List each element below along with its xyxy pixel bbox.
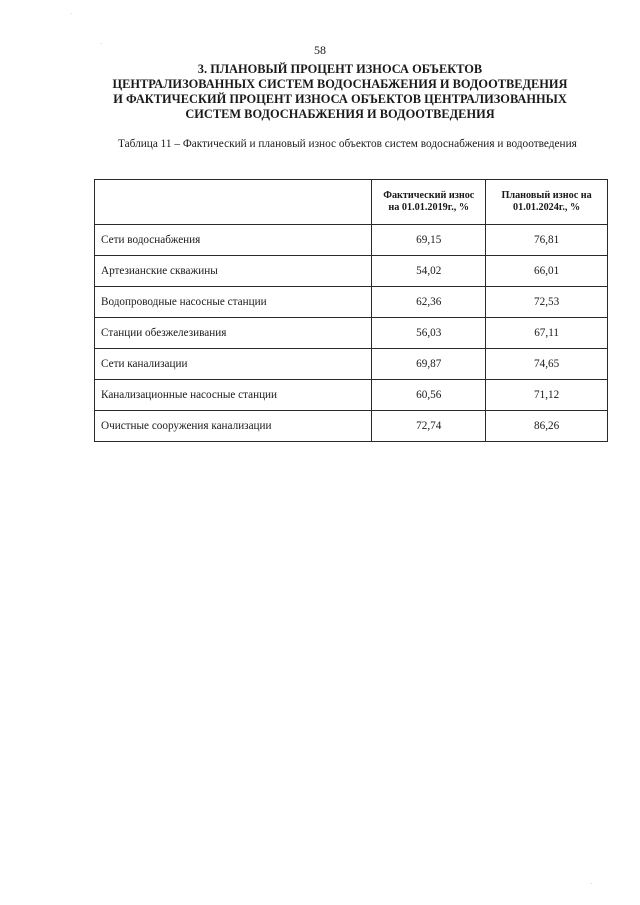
heading-line: 3. ПЛАНОВЫЙ ПРОЦЕНТ ИЗНОСА ОБЪЕКТОВ xyxy=(197,62,483,76)
row-planned-value: 74,65 xyxy=(486,349,608,380)
table-row xyxy=(95,287,608,318)
row-planned-value: 86,26 xyxy=(486,411,608,442)
table-row xyxy=(95,318,608,349)
table-row xyxy=(95,225,608,256)
row-planned-value: 72,53 xyxy=(486,287,608,318)
heading-line: СИСТЕМ ВОДОСНАБЖЕНИЯ И ВОДООТВЕДЕНИЯ xyxy=(185,107,495,121)
header-actual: Фактический износ на 01.01.2019г., % xyxy=(372,180,486,225)
row-object-name: Очистные сооружения канализации xyxy=(95,411,372,442)
row-object-name: Артезианские скважины xyxy=(95,256,372,287)
heading-line: ЦЕНТРАЛИЗОВАННЫХ СИСТЕМ ВОДОСНАБЖЕНИЯ И ВОДООТВЕДЕНИЯ xyxy=(112,77,568,91)
table-header-row xyxy=(95,180,608,225)
section-heading xyxy=(70,62,610,122)
row-actual-value: 54,02 xyxy=(372,256,486,287)
row-object-name: Канализационные насосные станции xyxy=(95,380,372,411)
row-planned-value: 76,81 xyxy=(486,225,608,256)
row-object-name: Станции обезжелезивания xyxy=(95,318,372,349)
wear-table xyxy=(94,179,608,442)
row-object-name: Водопроводные насосные станции xyxy=(95,287,372,318)
table-caption: Таблица 11 – Фактический и плановый износ объектов систем водоснабжения и водоотведения xyxy=(118,138,577,150)
row-actual-value: 72,74 xyxy=(372,411,486,442)
row-actual-value: 62,36 xyxy=(372,287,486,318)
table-row xyxy=(95,349,608,380)
heading-line: И ФАКТИЧЕСКИЙ ПРОЦЕНТ ИЗНОСА ОБЪЕКТОВ ЦЕНТРАЛИЗОВАННЫХ xyxy=(113,92,567,106)
header-planned: Плановый износ на 01.01.2024г., % xyxy=(486,180,608,225)
row-planned-value: 66,01 xyxy=(486,256,608,287)
table-row xyxy=(95,380,608,411)
scan-mark: · xyxy=(590,880,593,888)
row-actual-value: 60,56 xyxy=(372,380,486,411)
header-object xyxy=(95,180,372,225)
row-planned-value: 71,12 xyxy=(486,380,608,411)
scan-mark: · xyxy=(100,40,103,48)
table-row xyxy=(95,411,608,442)
row-actual-value: 56,03 xyxy=(372,318,486,349)
table-row xyxy=(95,256,608,287)
row-object-name: Сети водоснабжения xyxy=(95,225,372,256)
scan-mark: · xyxy=(70,10,73,18)
page-number: 58 xyxy=(314,43,326,57)
row-actual-value: 69,87 xyxy=(372,349,486,380)
row-object-name: Сети канализации xyxy=(95,349,372,380)
row-actual-value: 69,15 xyxy=(372,225,486,256)
row-planned-value: 67,11 xyxy=(486,318,608,349)
